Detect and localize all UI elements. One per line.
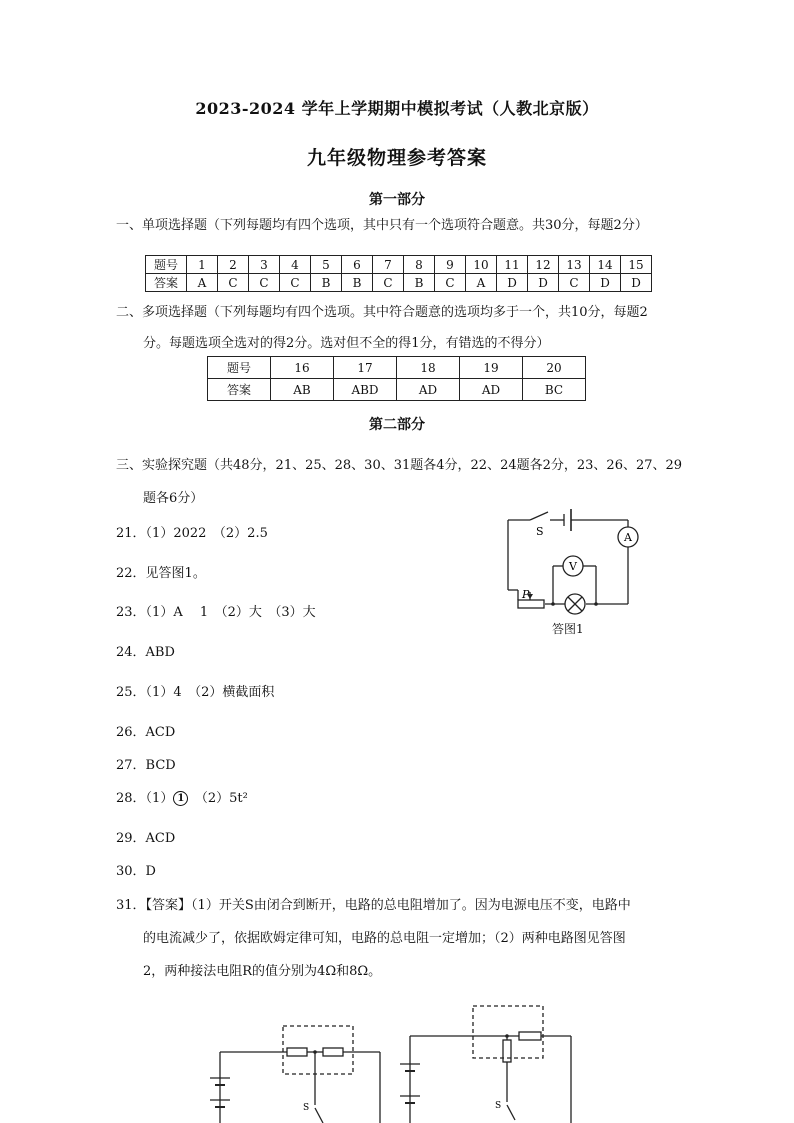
answer-31-line3: 2，两种接法电阻R的值分别为4Ω和8Ω。 <box>143 964 382 979</box>
table-cell: 15 <box>621 256 652 274</box>
answer-28-suffix: （2）5t² <box>188 791 248 806</box>
table-cell: B <box>311 274 342 292</box>
document-title: 2023-2024 学年上学期期中模拟考试（人教北京版） <box>195 99 599 118</box>
table-cell: 14 <box>590 256 621 274</box>
table-cell: 20 <box>523 357 586 379</box>
answer-24: 24．ABD <box>116 645 175 660</box>
table-cell: D <box>621 274 652 292</box>
table-cell: 11 <box>497 256 528 274</box>
table-cell: 1 <box>187 256 218 274</box>
answer-31-line1: 31．【答案】（1）开关S由闭合到断开，电路的总电阻增加了。因为电源电压不变，电路中 <box>116 898 631 913</box>
table-cell: 6 <box>342 256 373 274</box>
table-cell: 13 <box>559 256 590 274</box>
multiple-choice-answer-table <box>207 356 586 401</box>
table-cell: 8 <box>404 256 435 274</box>
answer-28-prefix: 28．（1） <box>116 791 174 806</box>
voltmeter-label: V <box>569 560 577 573</box>
table-cell: 9 <box>435 256 466 274</box>
circuit-diagram-1 <box>500 508 650 638</box>
table-cell: C <box>559 274 590 292</box>
table-header-cell: 题号 <box>146 256 187 274</box>
table-cell: 2 <box>218 256 249 274</box>
answer-29: 29．ACD <box>116 831 176 846</box>
table-cell: C <box>373 274 404 292</box>
figure1-caption: 答图1 <box>552 622 584 636</box>
table-cell: D <box>497 274 528 292</box>
answer-21: 21．（1）2022 （2）2.5 <box>116 526 268 541</box>
table-row-answers <box>208 379 586 401</box>
answer-31-line2: 的电流减少了，依据欧姆定律可知，电路的总电阻一定增加；（2）两种电路图见答图 <box>143 931 626 946</box>
table-cell: 3 <box>249 256 280 274</box>
answer-28 <box>116 787 248 806</box>
table-cell: 19 <box>460 357 523 379</box>
answer-23: 23．（1）A 1 （2）大 （3）大 <box>116 605 316 620</box>
answer-27: 27．BCD <box>116 758 176 773</box>
section2-instructions-line2: 分。每题选项全选对的得2分。选对但不全的得1分，有错选的不得分） <box>143 336 550 351</box>
slider-label: P <box>522 588 530 601</box>
table-cell: AD <box>460 379 523 401</box>
section1-instructions: 一、单项选择题（下列每题均有四个选项，其中只有一个选项符合题意。共30分，每题2分） <box>116 218 648 233</box>
switch-label-right: S <box>495 1101 502 1111</box>
table-cell: 17 <box>334 357 397 379</box>
answer-25: 25．（1）4 （2）横截面积 <box>116 685 275 700</box>
table-cell: D <box>590 274 621 292</box>
table-cell: 7 <box>373 256 404 274</box>
table-row-answers <box>146 274 652 292</box>
table-cell: A <box>187 274 218 292</box>
table-cell: AD <box>397 379 460 401</box>
table-cell: C <box>435 274 466 292</box>
table-cell: 18 <box>397 357 460 379</box>
document-subtitle: 九年级物理参考答案 <box>306 147 487 169</box>
table-cell: C <box>249 274 280 292</box>
table-header-cell: 答案 <box>208 379 271 401</box>
answer-26: 26．ACD <box>116 725 176 740</box>
circuit-diagram-2 <box>205 1000 605 1123</box>
table-cell: AB <box>271 379 334 401</box>
table-cell: C <box>280 274 311 292</box>
part1-heading: 第一部分 <box>369 192 425 208</box>
table-row-numbers <box>146 256 652 274</box>
table-cell: B <box>404 274 435 292</box>
table-cell: 12 <box>528 256 559 274</box>
section2-instructions-line1: 二、多项选择题（下列每题均有四个选项。其中符合题意的选项均多于一个，共10分，每题2 <box>116 305 648 320</box>
part2-heading: 第二部分 <box>369 417 425 433</box>
table-cell: 10 <box>466 256 497 274</box>
table-row-numbers <box>208 357 586 379</box>
table-cell: B <box>342 274 373 292</box>
section3-instructions-line2: 题各6分） <box>143 491 204 506</box>
answer-22: 22．见答图1。 <box>116 566 206 581</box>
table-header-cell: 题号 <box>208 357 271 379</box>
table-cell: 5 <box>311 256 342 274</box>
table-cell: BC <box>523 379 586 401</box>
circled-number: 1 <box>173 791 188 806</box>
table-header-cell: 答案 <box>146 274 187 292</box>
table-cell: C <box>218 274 249 292</box>
section3-instructions-line1: 三、实验探究题（共48分，21、25、28、30、31题各4分，22、24题各2分，23、26、27、29 <box>116 458 683 473</box>
switch-label: S <box>536 525 544 538</box>
answer-30: 30．D <box>116 864 156 879</box>
table-cell: 4 <box>280 256 311 274</box>
switch-label-left: S <box>303 1103 310 1113</box>
table-cell: 16 <box>271 357 334 379</box>
table-cell: A <box>466 274 497 292</box>
single-choice-answer-table <box>145 255 652 292</box>
table-cell: D <box>528 274 559 292</box>
table-cell: ABD <box>334 379 397 401</box>
ammeter-label: A <box>624 531 632 544</box>
